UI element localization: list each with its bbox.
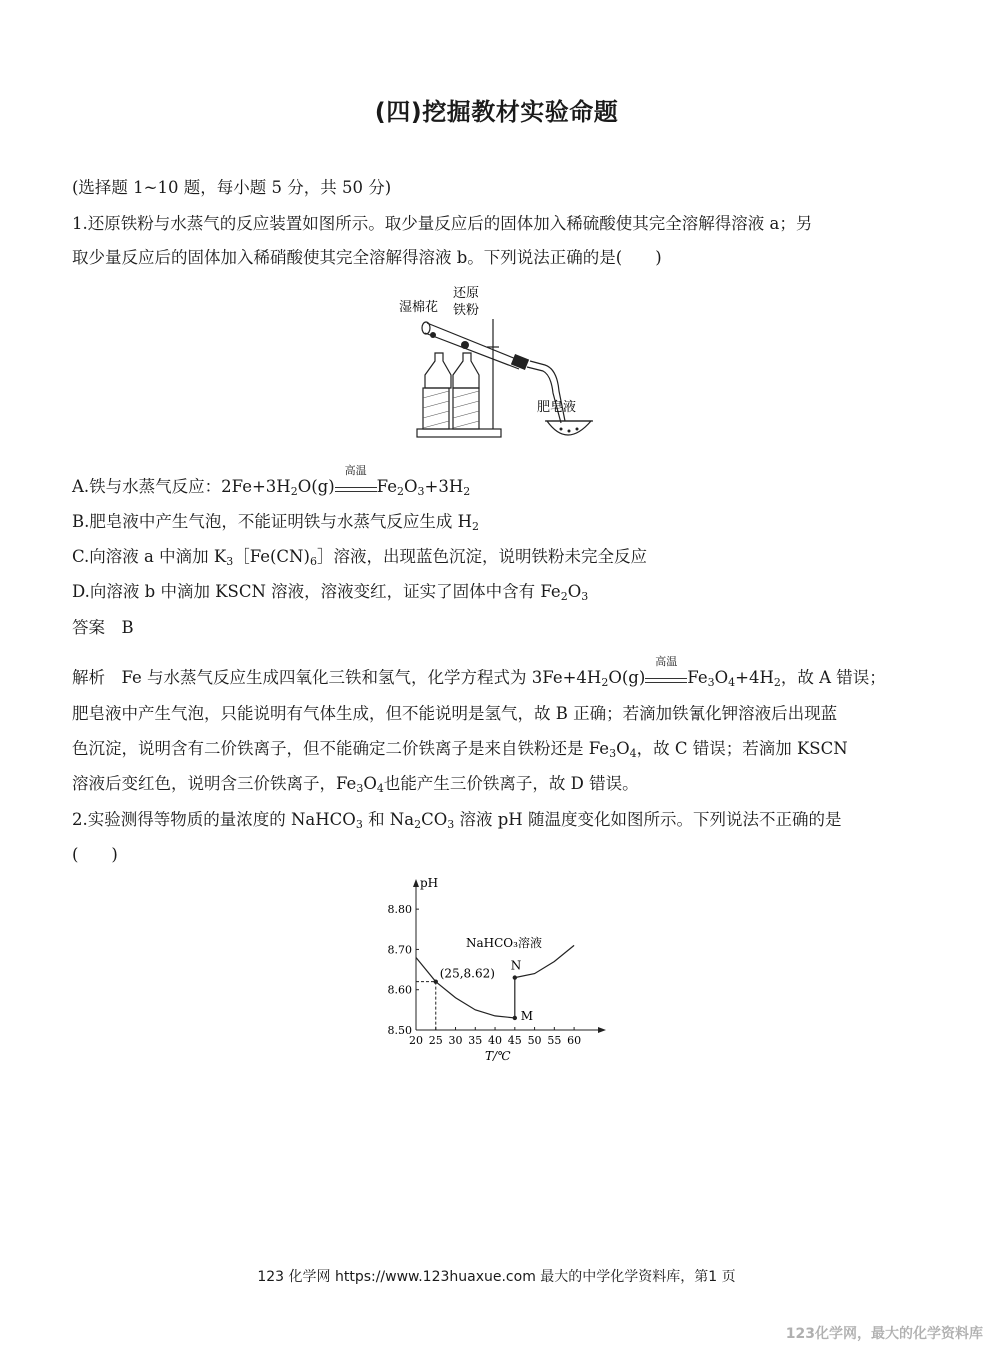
tube-end (422, 322, 430, 334)
reaction-tube-top (427, 323, 521, 361)
x-axis-label: T/℃ (485, 1049, 511, 1063)
option-a: A.铁与水蒸气反应：$2Fe+3H_2O(g)$ 高温 $Fe_2O_3+3H_2$ (72, 464, 471, 498)
analysis-line-3: 色沉淀，说明含有二价铁离子，但不能确定二价铁离子是来自铁粉还是 $Fe_3O_4$，故 C 错误；若滴加 KSCN (72, 739, 848, 760)
question-1-line-2: 取少量反应后的固体加入稀硝酸使其完全溶解得溶液 b。下列说法正确的是( ) (72, 248, 662, 267)
answer-1: 答案 B (72, 618, 134, 637)
x-axis-arrow (598, 1027, 606, 1033)
option-c: C.向溶液 a 中滴加 $K_3[Fe(CN)_6]$溶液，出现蓝色沉淀，说明铁粉未完全反应 (72, 547, 647, 568)
section-intro: (选择题 1~10 题，每小题 5 分，共 50 分) (72, 178, 392, 197)
annotation-label: M (520, 1008, 534, 1023)
x-tick-label: 45 (507, 1034, 522, 1047)
soap-dish (547, 421, 591, 435)
page-title: (四)挖掘教材实验命题 (374, 98, 619, 126)
y-axis-arrow (413, 879, 419, 887)
flask-right (453, 353, 479, 388)
analysis-line-4: 溶液后变红色，说明含三价铁离子，$Fe_3O_4$也能产生三价铁离子，故 D 错误。 (72, 774, 639, 795)
annotation-label: (25,8.62) (439, 966, 495, 981)
question-1-line-1: 1.还原铁粉与水蒸气的反应装置如图所示。取少量反应后的固体加入稀硫酸使其完全溶解得溶液 a；另 (72, 214, 813, 233)
y-axis-label: pH (420, 876, 439, 890)
page-footer: 123 化学网 https://www.123huaxue.com 最大的中学化学资料库，第1 页 (257, 1269, 736, 1285)
watermark: 123化学网，最大的化学资料库 (785, 1326, 983, 1342)
stand-base (417, 429, 501, 437)
question-2-line-1: 2.实验测得等物质的量浓度的 NaHCO$_3$ 和 $Na_2CO_3$ 溶液 pH 随温度变化如图所示。下列说法不正确的是 (72, 810, 842, 831)
y-tick-label: 8.80 (387, 903, 412, 917)
label-wet-cotton: 湿棉花 (399, 300, 439, 315)
heater-right (453, 388, 479, 429)
annotation-point (513, 975, 517, 979)
x-tick-label: 30 (448, 1034, 463, 1047)
iron-powder (461, 341, 469, 349)
x-tick-label: 20 (409, 1034, 423, 1047)
x-tick-label: 40 (488, 1034, 503, 1047)
reaction-condition: 高温 (335, 477, 377, 492)
question-2-line-2: ( ) (72, 845, 118, 864)
label-iron-1: 还原 (453, 286, 480, 301)
y-tick-label: 8.60 (387, 983, 412, 997)
x-tick-label: 60 (567, 1034, 582, 1047)
x-tick-label: 50 (527, 1034, 542, 1047)
label-iron-2: 铁粉 (453, 303, 480, 318)
x-tick-label: 25 (428, 1034, 443, 1047)
analysis-line-1: 解析 Fe 与水蒸气反应生成四氧化三铁和氢气，化学方程式为 $3Fe+4H_2O(g)$ 高温 $Fe_3O_4+4H_2$，故 A 错误； (72, 655, 886, 689)
flask-left (425, 353, 451, 388)
wet-cotton (430, 332, 436, 338)
label-soap: 肥皂液 (537, 400, 577, 415)
annotation-point (434, 979, 438, 983)
analysis-line-2: 肥皂液中产生气泡，只能说明有气体生成，但不能说明是氢气，故 B 正确；若滴加铁氰化钾溶液后出现蓝 (72, 704, 838, 723)
y-tick-label: 8.50 (387, 1024, 412, 1037)
apparatus-figure (395, 283, 625, 443)
analysis-condition: 高温 (645, 668, 687, 683)
option-d: D.向溶液 b 中滴加 KSCN 溶液，溶液变红，证实了固体中含有 $Fe_2O_3$ (72, 582, 589, 603)
ph-chart (380, 875, 610, 1075)
annotation-label: N (510, 958, 522, 973)
annotation-point (513, 1016, 517, 1020)
option-b: B.肥皂液中产生气泡，不能证明铁与水蒸气反应生成 $H_2$ (72, 512, 480, 533)
series-label: NaHCO₃溶液 (466, 936, 542, 950)
series-line-1 (515, 945, 574, 977)
x-tick-label: 55 (547, 1034, 562, 1047)
heater-left (423, 388, 449, 429)
y-tick-label: 8.70 (387, 943, 412, 957)
x-tick-label: 35 (468, 1034, 483, 1047)
